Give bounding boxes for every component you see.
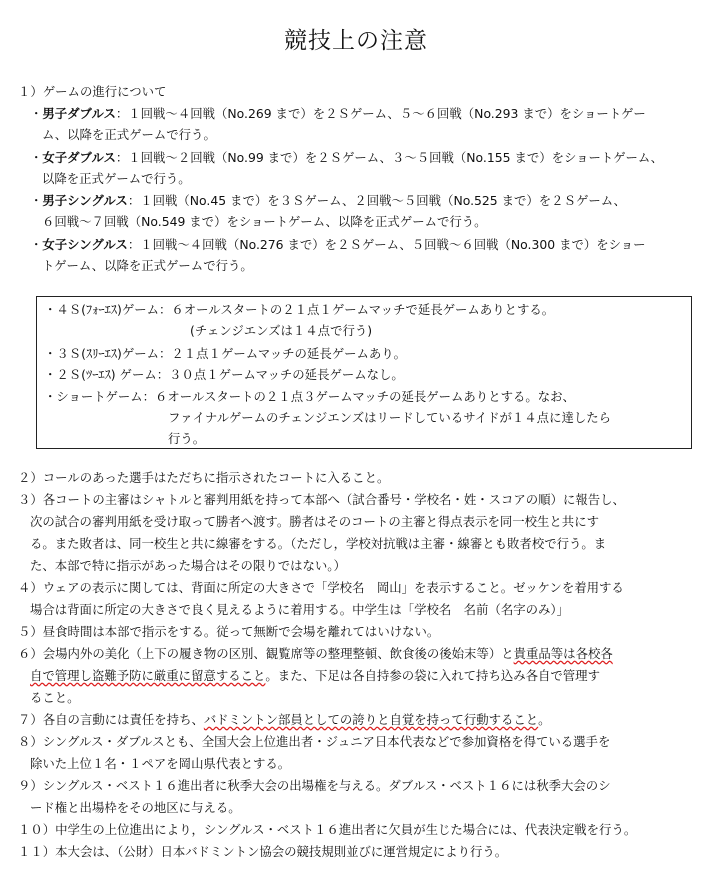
rule-womens-singles: ・女子シングルス：１回戦～４回戦（No.276 まで）を２Ｓゲーム、５回戦～６回戦（No.300 まで）をショー <box>30 237 646 252</box>
format-2s: ・２Ｓ(ﾂｰｴｽ) ゲーム：３０点１ゲームマッチの延長ゲームなし。 <box>44 367 404 382</box>
rule-label: 男子シングルス <box>42 193 128 208</box>
section-3: ３）各コートの主審はシャトルと審判用紙を持って本部へ（試合番号・学校名・姓・スコアの順）に報告し、 <box>18 492 625 507</box>
section-3-cont: た、本部で特に指示があった場合はその限りではない。） <box>30 558 346 573</box>
section-9: ９）シングルス・ベスト１６進出者に秋季大会の出場権を与える。ダブルス・ベスト１６には秋季大会のシ <box>18 778 611 793</box>
section-2: ２）コールのあった選手はただちに指示されたコートに入ること。 <box>18 470 390 485</box>
section-3-cont: る。また敗者は、同一校生と共に線審をする。（ただし，学校対抗戦は主審・線審とも敗者校で行う。ま <box>30 536 607 551</box>
section-3-cont: 次の試合の審判用紙を受け取って勝者へ渡す。勝者はそのコートの主審と得点表示を同一校生と共にす <box>30 514 599 529</box>
page-title: 競技上の注意 <box>284 28 428 54</box>
rule-text-cont: ６回戦～７回戦（No.549 まで）をショートゲーム、以降を正式ゲームで行う。 <box>42 214 487 229</box>
rule-label: 男子ダブルス <box>42 106 116 121</box>
section-7-text: ７）各自の言動には責任を持ち、 <box>18 712 204 727</box>
rule-text-cont: 以降を正式ゲームで行う。 <box>42 171 191 186</box>
section-6-cont: ること。 <box>30 690 80 705</box>
rule-text-cont: トゲーム、以降を正式ゲームで行う。 <box>42 258 253 273</box>
section-7 <box>18 712 551 728</box>
format-short: ・ショートゲーム：６オールスタートの２１点３ゲームマッチの延長ゲームありとする。なお、 <box>44 389 575 404</box>
section-4: ４）ウェアの表示に関しては、背面に所定の大きさで「学校名 岡山」を表示すること。ゼッケンを着用する <box>18 580 624 595</box>
section-10: １０）中学生の上位進出により，シングルス・ベスト１６進出者に欠員が生じた場合には、代表決定戦を行う。 <box>18 822 637 837</box>
section-7-text: 。 <box>538 712 551 727</box>
section-6-emphasis: 貴重品等は各校各 <box>513 646 613 661</box>
section-11: １１）本大会は、（公財）日本バドミントン協会の競技規則並びに運営規定により行う。 <box>18 844 508 859</box>
section-6-emphasis: 自で管理し盗難予防に厳重に留意すること <box>30 668 266 683</box>
rule-womens-doubles: ・女子ダブルス：１回戦～２回戦（No.99 まで）を２Ｓゲーム、３～５回戦（No.155 まで）をショートゲーム、 <box>30 150 664 165</box>
format-short-cont: ファイナルゲームのチェンジエンズはリードしているサイドが１４点に達したら <box>168 410 612 425</box>
section-5: ５）昼食時間は本部で指示をする。従って無断で会場を離れてはいけない。 <box>18 624 440 639</box>
format-3s: ・３Ｓ(ｽﾘｰｴｽ)ゲーム：２１点１ゲームマッチの延長ゲームあり。 <box>44 346 407 361</box>
rule-text: ：１回戦～４回戦（No.276 まで）を２Ｓゲーム、５回戦～６回戦（No.300 まで）をショー <box>127 237 646 252</box>
rule-text-cont: ム、以降を正式ゲームで行う。 <box>42 127 216 142</box>
section-7-emphasis: バドミントン部員としての誇りと自覚を持って行動すること <box>203 712 539 727</box>
rule-mens-singles: ・男子シングルス：１回戦（No.45 まで）を３Ｓゲーム、２回戦～５回戦（No.525 まで）を２Ｓゲーム、 <box>30 193 626 208</box>
section-1-heading: １）ゲームの進行について <box>18 84 167 99</box>
section-6 <box>18 646 613 662</box>
format-4s: ・４Ｓ(ﾌｫｰｴｽ)ゲーム：６オールスタートの２１点１ゲームマッチで延長ゲームありとする。 <box>44 302 555 317</box>
section-6-text: ６）会場内外の美化（上下の履き物の区別、観覧席等の整理整頓、飲食後の後始末等）と <box>18 646 514 661</box>
section-6-text: 。また、下足は各自持参の袋に入れて持ち込み各自で管理す <box>265 668 600 683</box>
section-8-cont: 除いた上位１名・１ペアを岡山県代表とする。 <box>30 756 291 771</box>
format-short-cont: 行う。 <box>168 431 206 446</box>
rule-label: 女子シングルス <box>42 237 128 252</box>
rule-text: ：１回戦～２回戦（No.99 まで）を２Ｓゲーム、３～５回戦（No.155 まで）をショートゲーム、 <box>115 150 664 165</box>
format-4s-note: (チェンジエンズは１４点で行う) <box>190 323 373 338</box>
section-4-cont: 場合は背面に所定の大きさで良く見えるように着用する。中学生は「学校名 名前（名字のみ）」 <box>30 602 569 617</box>
section-9-cont: ード権と出場枠をその地区に与える。 <box>30 800 241 815</box>
section-6-cont <box>30 668 600 684</box>
rule-text: ：１回戦（No.45 まで）を３Ｓゲーム、２回戦～５回戦（No.525 まで）を２Ｓゲーム、 <box>127 193 626 208</box>
rule-text: ：１回戦～４回戦（No.269 まで）を２Ｓゲーム、５～６回戦（No.293 まで）をショートゲー <box>115 106 646 121</box>
rule-mens-doubles: ・男子ダブルス：１回戦～４回戦（No.269 まで）を２Ｓゲーム、５～６回戦（No.293 まで）をショートゲー <box>30 106 646 121</box>
section-8: ８）シングルス・ダブルスとも、全国大会上位進出者・ジュニア日本代表などで参加資格を得ている選手を <box>18 734 611 749</box>
rule-label: 女子ダブルス <box>42 150 116 165</box>
